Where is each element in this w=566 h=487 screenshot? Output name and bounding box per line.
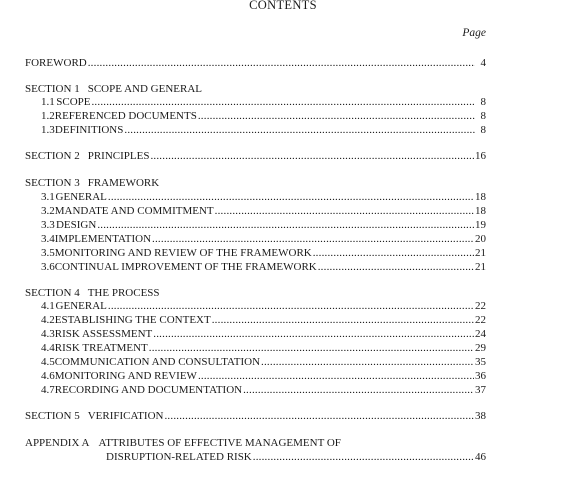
toc-entry[interactable] (41, 384, 486, 397)
entry-number: 4.6 (41, 370, 55, 382)
entry-number: 3.6 (41, 261, 55, 273)
section-name: SCOPE AND GENERAL (87, 83, 202, 95)
toc-title: CONTENTS (249, 0, 317, 12)
section-name: THE PROCESS (87, 287, 160, 299)
toc-entry[interactable] (41, 110, 486, 123)
entry-number: 3.3 (41, 219, 55, 231)
dot-leader (212, 314, 474, 327)
entry-label: COMMUNICATION AND CONSULTATION (54, 356, 261, 368)
entry-page: 8 (480, 110, 486, 122)
toc-entry[interactable] (41, 370, 486, 383)
entry-label: GENERAL (55, 191, 107, 203)
entry-page: 29 (475, 342, 486, 354)
dot-leader (108, 300, 474, 313)
toc-entry[interactable] (41, 261, 486, 274)
entry-label: MONITORING AND REVIEW OF THE FRAMEWORK (54, 247, 312, 259)
entry-page: 20 (475, 233, 486, 245)
section-number: SECTION 2 (25, 150, 80, 162)
entry-page: 16 (475, 150, 486, 162)
entry-page: 19 (475, 219, 486, 231)
entry-label: MONITORING AND REVIEW (54, 370, 197, 382)
entry-number: 4.5 (41, 356, 55, 368)
section-number: SECTION 4 (25, 287, 80, 299)
entry-number: 3.1 (41, 191, 55, 203)
entry-number: 1.2 (41, 110, 55, 122)
entry-page: 22 (475, 314, 486, 326)
dot-leader (108, 191, 474, 204)
toc-entry[interactable] (41, 328, 486, 341)
entry-number: 4.4 (41, 342, 55, 354)
toc-entry-foreword[interactable] (25, 57, 486, 70)
section-number: SECTION 1 (25, 83, 80, 95)
entry-page: 37 (475, 384, 486, 396)
toc-entry[interactable] (41, 205, 486, 218)
entry-page: 18 (475, 205, 486, 217)
entry-page: 24 (475, 328, 486, 340)
dot-leader (97, 219, 474, 232)
section-heading-3[interactable] (25, 177, 159, 190)
entry-label: CONTINUAL IMPROVEMENT OF THE FRAMEWORK (54, 261, 317, 273)
entry-label: MANDATE AND COMMITMENT (54, 205, 214, 217)
entry-page: 4 (480, 57, 486, 69)
dot-leader (198, 110, 475, 123)
dot-leader (124, 124, 475, 137)
dot-leader (153, 328, 474, 341)
entry-label: DESIGN (55, 219, 97, 231)
dot-leader (198, 370, 474, 383)
section-name: PRINCIPLES (87, 150, 150, 162)
entry-number: 4.1 (41, 300, 55, 312)
toc-entry[interactable] (41, 124, 486, 137)
appendix-title-line2: DISRUPTION-RELATED RISK (106, 451, 252, 463)
entry-label: SCOPE (56, 96, 91, 108)
appendix-heading[interactable] (25, 437, 341, 450)
entry-page: 8 (480, 124, 486, 136)
entry-label: REFERENCED DOCUMENTS (54, 110, 197, 122)
dot-leader (215, 205, 474, 218)
entry-number: 4.2 (41, 314, 55, 326)
dot-leader (91, 96, 475, 109)
entry-label: FOREWORD (25, 57, 87, 69)
entry-page: 36 (475, 370, 486, 382)
dot-leader (243, 384, 474, 397)
entry-label: ESTABLISHING THE CONTEXT (54, 314, 211, 326)
entry-number: 1.1 (41, 96, 55, 108)
section-heading-2[interactable] (25, 150, 486, 163)
entry-label: RECORDING AND DOCUMENTATION (54, 384, 243, 396)
section-heading-4[interactable] (25, 287, 160, 300)
entry-number: 4.3 (41, 328, 55, 340)
toc-entry[interactable] (41, 219, 486, 232)
section-heading-5[interactable] (25, 410, 486, 423)
toc-entry[interactable] (41, 233, 486, 246)
dot-leader (88, 57, 475, 70)
appendix-number: APPENDIX A (25, 437, 90, 449)
dot-leader (164, 410, 474, 423)
toc-entry[interactable] (41, 96, 486, 109)
entry-page: 22 (475, 300, 486, 312)
dot-leader (318, 261, 474, 274)
toc-entry[interactable] (41, 191, 486, 204)
toc-entry[interactable] (41, 300, 486, 313)
entry-page: 21 (475, 247, 486, 259)
entry-page: 46 (475, 451, 486, 463)
page-column-header: Page (462, 27, 486, 39)
toc-entry[interactable] (41, 356, 486, 369)
entry-label: IMPLEMENTATION (54, 233, 152, 245)
dot-leader (261, 356, 474, 369)
entry-page: 35 (475, 356, 486, 368)
toc-entry[interactable] (41, 314, 486, 327)
entry-number: 3.2 (41, 205, 55, 217)
section-name: VERIFICATION (87, 410, 164, 422)
entry-label: RISK TREATMENT (54, 342, 148, 354)
entry-label: RISK ASSESSMENT (54, 328, 153, 340)
section-heading-1[interactable] (25, 83, 202, 96)
appendix-title-line1: ATTRIBUTES OF EFFECTIVE MANAGEMENT OF (98, 437, 341, 449)
toc-entry[interactable] (41, 342, 486, 355)
section-number: SECTION 3 (25, 177, 80, 189)
dot-leader (149, 342, 474, 355)
entry-label: GENERAL (55, 300, 107, 312)
dot-leader (152, 233, 474, 246)
section-name: FRAMEWORK (87, 177, 160, 189)
entry-page: 8 (480, 96, 486, 108)
dot-leader (150, 150, 474, 163)
entry-number: 3.5 (41, 247, 55, 259)
entry-label: DEFINITIONS (54, 124, 124, 136)
entry-number: 1.3 (41, 124, 55, 136)
toc-entry-appendix[interactable] (106, 451, 486, 464)
entry-page: 21 (475, 261, 486, 273)
entry-page: 38 (475, 410, 486, 422)
entry-number: 3.4 (41, 233, 55, 245)
dot-leader (313, 247, 474, 260)
section-number: SECTION 5 (25, 410, 80, 422)
dot-leader (253, 451, 474, 464)
toc-entry[interactable] (41, 247, 486, 260)
entry-number: 4.7 (41, 384, 55, 396)
entry-page: 18 (475, 191, 486, 203)
